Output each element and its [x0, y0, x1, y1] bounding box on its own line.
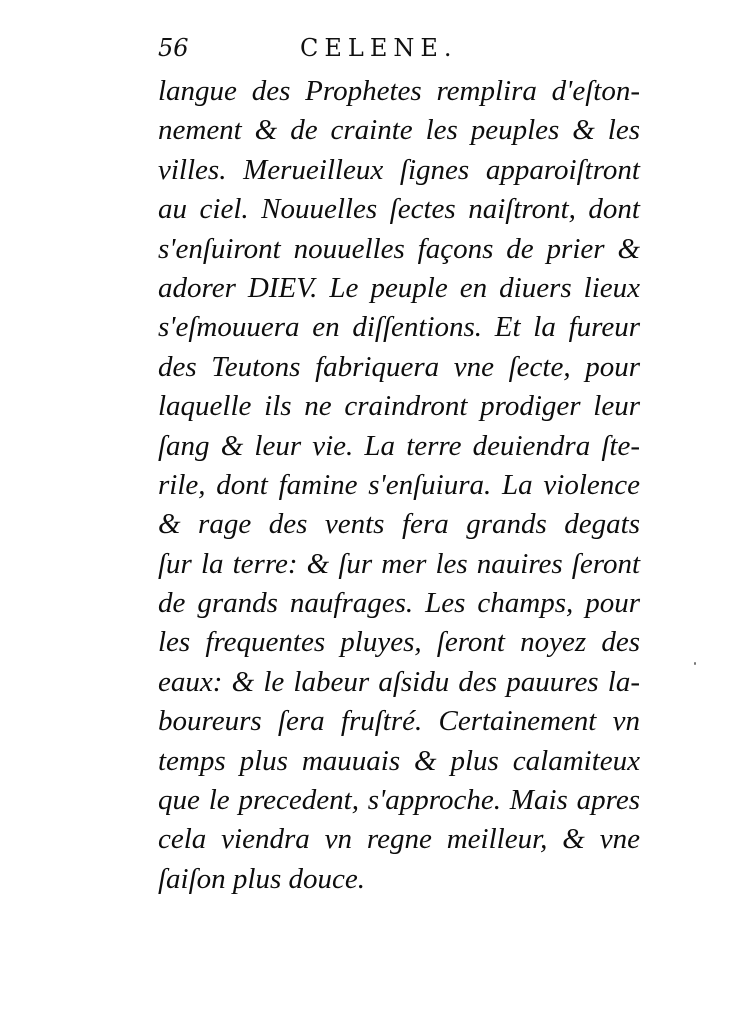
text-line: des Teutons fabriquera vne ſecte, pour	[158, 350, 640, 383]
page-header	[158, 34, 628, 74]
text-line: langue des Prophetes remplira d'eſton-	[158, 75, 640, 107]
text-line: laquelle ils ne craindront prodiger leur	[158, 390, 640, 423]
text-line: au ciel. Nouuelles ſectes naiſtront, dont	[158, 193, 640, 226]
text-line: cela viendra vn regne meilleur, & vne	[158, 823, 640, 856]
body-text	[158, 72, 640, 899]
running-title: CELENE.	[300, 34, 458, 62]
text-line: ſur la terre: & ſur mer les nauires ſeront	[158, 547, 640, 580]
text-line: les frequentes pluyes, ſeront noyez des	[158, 626, 640, 659]
text-line: s'enſuiront nouuelles façons de prier &	[158, 232, 640, 265]
text-line: rile, dont famine s'enſuiura. La violence	[158, 468, 640, 501]
text-line: s'eſmouuera en diſſentions. Et la fureur	[158, 311, 640, 344]
text-line: ſang & leur vie. La terre deuiendra ſte-	[158, 429, 640, 462]
text-line: ſaiſon plus douce.	[158, 862, 366, 895]
text-line: temps plus mauuais & plus calamiteux	[158, 744, 640, 777]
text-line: de grands naufrages. Les champs, pour	[158, 587, 640, 620]
text-line: & rage des vents fera grands degats	[158, 508, 640, 541]
ink-speck	[694, 662, 696, 665]
text-line: eaux: & le labeur aſsidu des pauures la-	[158, 665, 640, 698]
text-line: nement & de crainte les peuples & les	[158, 114, 640, 147]
text-line: villes. Merueilleux ſignes apparoiſtront	[158, 153, 640, 186]
page-number: 56	[158, 34, 189, 62]
text-line: adorer DIEV. Le peuple en diuers lieux	[158, 271, 640, 304]
text-line: boureurs ſera fruſtré. Certainement vn	[158, 705, 640, 738]
text-line: que le precedent, s'approche. Mais apres	[158, 784, 640, 817]
